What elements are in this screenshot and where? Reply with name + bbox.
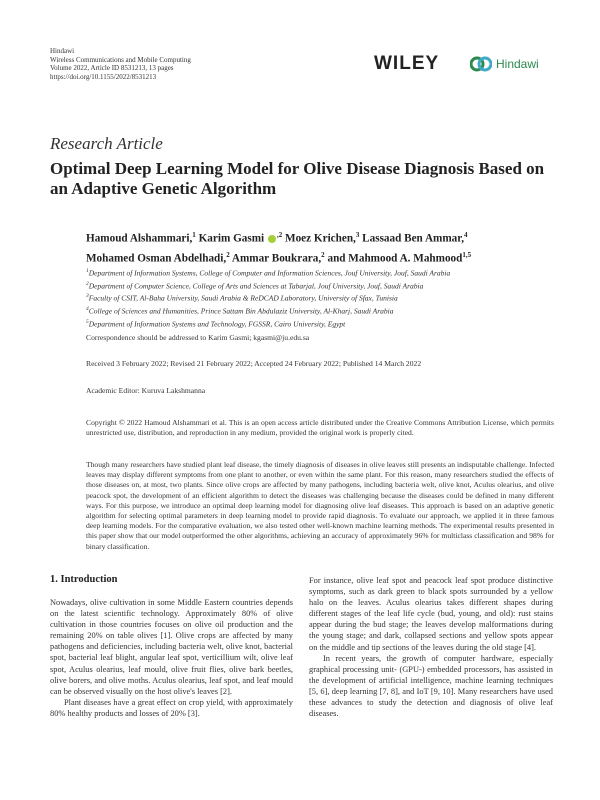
affiliation-sup: 1 xyxy=(86,268,89,274)
author-affil-sup: ,2 xyxy=(276,231,283,239)
correspondence: Correspondence should be addressed to Karim Gasmi; kgasmi@ju.edu.sa xyxy=(86,333,310,342)
affiliation-text: Department of Computer Science, College of Arts and Sciences at Tabarjal, Jouf University, Jouf, Saudi Arabia xyxy=(88,281,424,291)
publisher-name: Hindawi xyxy=(50,47,75,55)
author-affil-sup: 1,5 xyxy=(462,250,472,259)
author-name: and Mahmood A. Mahmood xyxy=(327,252,463,265)
affiliations xyxy=(86,266,561,330)
right-column xyxy=(309,575,553,719)
author-affil-sup: 3 xyxy=(355,231,360,239)
paragraph: For instance, olive leaf spot and peacock leaf spot produce distinctive symptoms, such as dark green to black spots surrounded by a yellow halo on the leaves. Aculus olearius takes different shapes during different stages of the leaf life cycle (bud, young, and old): rust stains appear during the bud stage; the leaves develop malformations during the young stage; and dark, collapsed sections and yellow spots appear on the middle and tip sections of the leaves during the old stage [4]. xyxy=(309,576,553,652)
affiliation xyxy=(86,304,561,317)
author-affil-sup: 2 xyxy=(321,250,325,259)
left-column xyxy=(50,597,293,719)
doi-link[interactable]: https://doi.org/10.1155/2022/8531213 xyxy=(50,72,157,81)
orcid-icon[interactable] xyxy=(268,235,276,243)
author-name: Moez Krichen, xyxy=(285,232,356,245)
author-list xyxy=(86,227,556,266)
author-affil-sup: 1 xyxy=(192,231,196,239)
affiliation-text: College of Sciences and Humanities, Prince Sattam Bin Abdulaziz University, Al-Kharj, Saudi Arabia xyxy=(88,306,394,316)
affiliation-sup: 4 xyxy=(86,306,89,313)
wiley-logo: WILEY xyxy=(374,53,440,74)
affiliation xyxy=(86,279,561,292)
affiliation-sup: 2 xyxy=(86,280,89,287)
affiliation-sup: 3 xyxy=(86,293,89,300)
paper-title: Optimal Deep Learning Model for Olive Disease Diagnosis Based on an Adaptive Genetic Algorithm xyxy=(50,159,545,198)
paragraph: Plant diseases have a great effect on crop yield, with approximately 80% healthy products and losses of 20% [3]. xyxy=(50,697,293,718)
article-type: Research Article xyxy=(50,134,163,153)
abstract: Though many researchers have studied plant leaf disease, the timely diagnosis of diseases in olive leaves still presents an indisputable challenge. Infected leaves may display different symptoms from one plant to another, or even within the same plant. For this reason, many researchers studied the effects of those diseases on, at most, two plants. Since olive crops are affected by many pathogens, including bacteria welt, olive knot, Aculus olearius, and olive peacock spot, the development of an efficient algorithm to detect the diseases was challenging because the diseases could be defined in many different ways. For this purpose, we introduce an optimal deep learning model for diagnosing olive leaf diseases. This approach is based on an adaptive genetic algorithm for selecting optimal parameters in deep learning model to provide rapid diagnosis. To evaluate our approach, we applied it in three famous deep learning models. For the comparative evaluation, we also tested other well-known machine learning methods. The experimental results presented in this paper show that our model outperformed the other algorithms, achieving an accuracy of approximately 96% for multiclass classification and 98% for binary classification. xyxy=(86,460,554,551)
affiliation-sup: 5 xyxy=(86,318,89,325)
author-name: Lassaad Ben Ammar, xyxy=(362,232,464,245)
author-name: Karim Gasmi xyxy=(198,232,265,245)
affiliation-text: Department of Information Systems, College of Computer and Information Sciences, Jouf University, Jouf, Saudi Arabia xyxy=(88,268,451,278)
author-affil-sup: 2 xyxy=(226,250,230,259)
hindawi-logo-text: Hindawi xyxy=(496,57,539,71)
author-affil-sup: 4 xyxy=(464,231,468,239)
affiliation-text: Faculty of CSIT, Al-Baha University, Saudi Arabia & ReDCAD Laboratory, University of Sfax, Tunisia xyxy=(88,293,398,303)
publisher-logos xyxy=(374,52,554,76)
journal-meta xyxy=(50,47,191,81)
author-name: Mohamed Osman Abdelhadi, xyxy=(86,252,227,265)
academic-editor: Academic Editor: Kuruva Lakshmanna xyxy=(86,386,206,395)
paragraph: Nowadays, olive cultivation in some Middle Eastern countries depends on the latest scientific technology. Approximately 80% of olive cultivation in those countries focuses on olive oil production and the remaining 20% on table olives [1]. Olive crops are affected by many pathogens and deficiencies, including bacteria welt, olive knot, bacterial spot, bacterial leaf blight, angular leaf spot, verticillium wilt, olive leaf spot, Aculus olearius, leaf mould, olive fruit flies, olive bark beetles, olive borers, and olive moths. Aculus olearius, leaf spot, and leaf mould can be observed visually on the host olive's leaves [2]. xyxy=(50,598,293,696)
author-name: Ammar Boukrara, xyxy=(231,252,322,265)
affiliation xyxy=(86,291,561,304)
affiliation xyxy=(86,317,561,330)
publication-dates: Received 3 February 2022; Revised 21 February 2022; Accepted 24 February 2022; Published 14 March 2022 xyxy=(86,359,422,368)
affiliation-text: Department of Information Systems and Technology, FGSSR, Cairo University, Egypt xyxy=(88,319,346,329)
paragraph: In recent years, the growth of computer hardware, especially graphical processing unit- (GPU-) embedded processors, has assisted in the development of artificial intelligence, machine learning techniques [5, 6], deep learning [7, 8], and IoT [9, 10]. Many researchers have used these advances to study the detection and diagnosis of olive leaf diseases. xyxy=(309,653,553,719)
journal-name: Wireless Communications and Mobile Computing xyxy=(50,55,191,64)
author-name: Hamoud Alshammari, xyxy=(86,232,193,245)
hindawi-logo-icon xyxy=(470,54,492,74)
copyright-notice: Copyright © 2022 Hamoud Alshammari et al. This is an open access article distributed under the Creative Commons Attribution License, which permits unrestricted use, distribution, and reproduction in any medium, provided the original work is properly cited. xyxy=(86,418,554,438)
section-heading: 1. Introduction xyxy=(50,574,118,585)
volume-info: Volume 2022, Article ID 8531213, 13 pages xyxy=(50,64,174,72)
affiliation xyxy=(86,266,561,279)
